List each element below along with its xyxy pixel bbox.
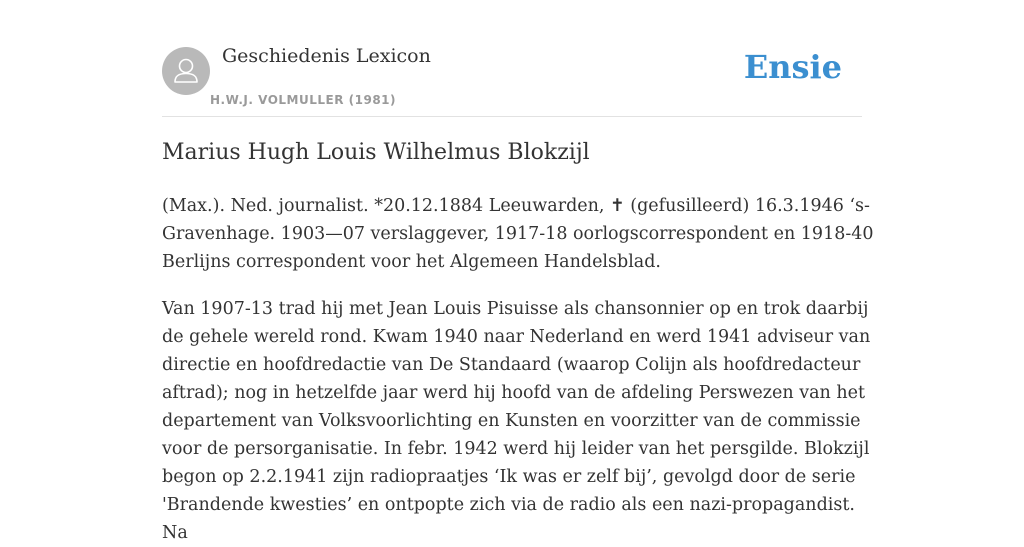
source-author[interactable]: H.W.J. VOLMULLER (1981) (210, 93, 397, 107)
source-title[interactable]: Geschiedenis Lexicon (222, 45, 431, 67)
entry-title: Marius Hugh Louis Wilhelmus Blokzijl (162, 140, 590, 165)
ensie-logo[interactable]: Ensie (743, 48, 842, 86)
entry-paragraph: Van 1907-13 trad hij met Jean Louis Pisuisse als chansonnier op en trok daarbij de gehele wereld rond. Kwam 1940 naar Nederland en werd 1941 adviseur van directie en hoofdredactie van De Standaard (waarop Colijn als hoofdredacteur aftrad); nog in hetzelfde jaar werd hij hoofd van de afdeling Perswezen van het departement van Volksvoorlichting en Kunsten en voorzitter van de commissie voor de persorganisatie. In febr. 1942 werd hij leider van het persgilde. Blokzijl begon op 2.2.1941 zijn radiopraatjes ‘Ik was er zelf bij’, gevolgd door de serie 'Brandende kwesties’ en ontpopte zich via de radio als een nazi-propagandist. Na (162, 299, 871, 543)
article (162, 0, 874, 543)
entry-paragraph: (Max.). Ned. journalist. *20.12.1884 Leeuwarden, ✝ (gefusilleerd) 16.3.1946 ‘s-Gravenhage. 1903—07 verslaggever, 1917-18 oorlogscorrespondent en 1918-40 Berlijns correspondent voor het Algemeen Handelsblad. (162, 196, 874, 272)
source-header (162, 0, 862, 117)
user-icon (162, 47, 210, 95)
avatar[interactable] (162, 47, 210, 95)
